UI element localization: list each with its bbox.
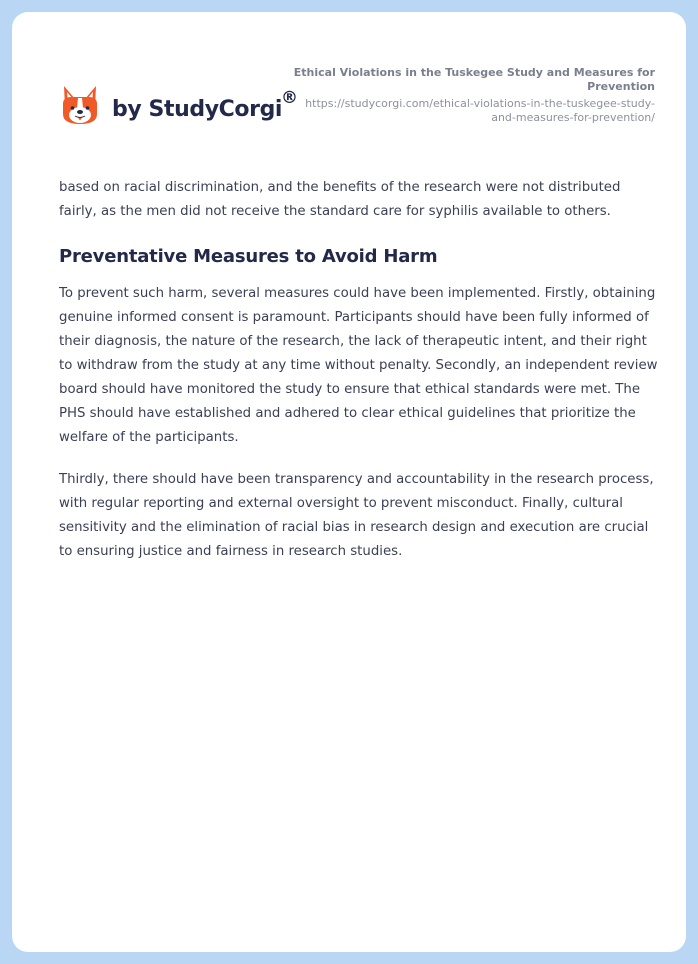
body-paragraph-1: To prevent such harm, several measures could have been implemented. Firstly, obtaining genuine informed consent is paramount. Participants should have been fully informed of their diagnosis, the nature of the research, the lack of therapeutic intent, and their right to withdraw from the study at any time without penalty. Secondly, an independent review board should have monitored the study to ensure that ethical standards were met. The PHS should have established and adhered to clear ethical guidelines that prioritize the welfare of the participants. bbox=[59, 286, 658, 445]
intro-paragraph: based on racial discrimination, and the benefits of the research were not distributed fairly, as the men did not receive the standard care for syphilis available to others. bbox=[59, 180, 621, 219]
document-url[interactable]: https://studycorgi.com/ethical-violations-in-the-tuskegee-study-and-measures-for-prevention/ bbox=[305, 97, 655, 124]
brand-logo[interactable] bbox=[60, 76, 298, 138]
document-meta bbox=[285, 66, 655, 125]
registered-mark: ® bbox=[281, 88, 298, 108]
document-content bbox=[59, 176, 659, 582]
brand-name: by StudyCorgi bbox=[112, 96, 283, 122]
corgi-logo-icon bbox=[60, 84, 100, 130]
document-page bbox=[12, 12, 686, 952]
section-heading: Preventative Measures to Avoid Harm bbox=[59, 246, 438, 267]
body-paragraph-2: Thirdly, there should have been transparency and accountability in the research process, with regular reporting and external oversight to prevent misconduct. Finally, cultural sensitivity and the elimination of racial bias in research design and execution are crucial to ensuring justice and fairness in research studies. bbox=[59, 472, 654, 559]
document-title: Ethical Violations in the Tuskegee Study and Measures for Prevention bbox=[293, 66, 655, 93]
